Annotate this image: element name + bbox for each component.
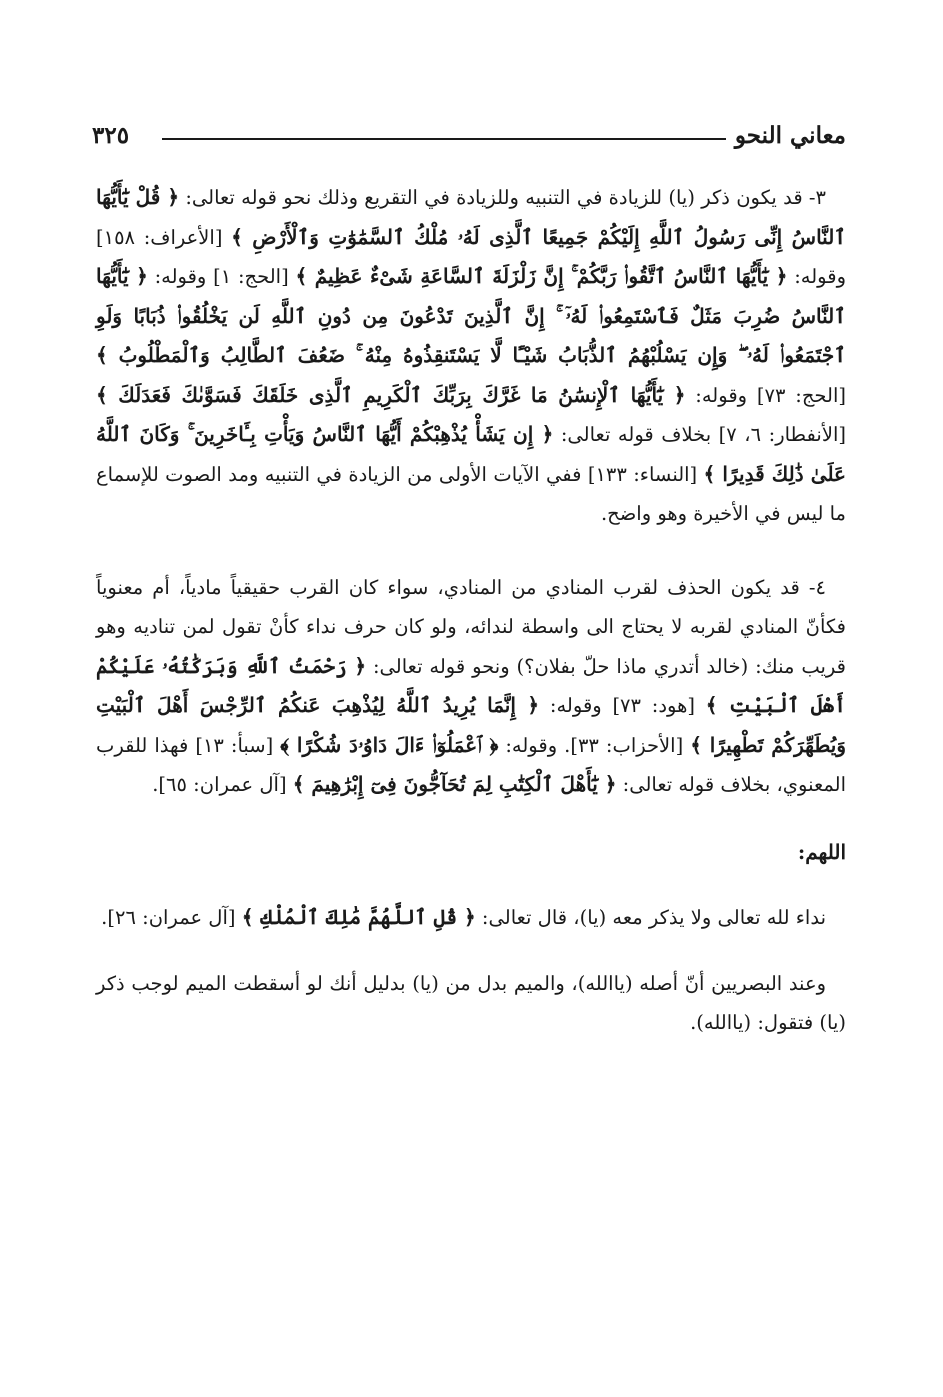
- quran-verse: ﴿ يَٰٓأَيُّهَا ٱلْإِنسَٰنُ مَا غَرَّكَ بِرَبِّكَ ٱلْكَرِيمِ ٱلَّذِى خَلَقَكَ فَسَوَّىٰكَ فَعَدَلَكَ ﴾: [96, 382, 686, 407]
- verse-reference: [الحج: ١] وقوله:: [147, 265, 296, 288]
- quran-verse: ﴿ ٱعْمَلُوٓا۟ ءَالَ دَاوُۥدَ شُكْرًا ﴾: [280, 732, 499, 757]
- verse-reference: [الأنفطار: ٦، ٧] بخلاف قوله تعالى:: [553, 423, 846, 446]
- quran-verse: ﴿ قُلْ يَٰٓأَيُّهَا ٱلنَّاسُ إِنِّى رَسُولُ ٱللَّهِ إِلَيْكُمْ جَمِيعًا ٱلَّذِى لَهُۥ مُلْكُ ٱلسَّمَٰوَٰتِ وَٱلْأَرْضِ ﴾: [96, 185, 847, 249]
- paragraph-text: ٣- قد يكون ذكر (يا) للزيادة في التنبيه وللزيادة في التقريع وذلك نحو قوله تعالى:: [179, 186, 827, 209]
- quran-verse: ﴿ يَٰٓأَيُّهَا ٱلنَّاسُ ضُرِبَ مَثَلٌ فَٱسْتَمِعُوا۟ لَهُۥٓ ۚ إِنَّ ٱلَّذِينَ تَدْعُونَ مِن دُونِ ٱللَّهِ لَن يَخْلُقُوا۟ ذُبَابًا وَلَوِ ٱجْتَمَعُوا۟ لَهُۥ ۖ وَإِن يَسْلُبْهُمُ ٱلذُّبَابُ شَيْـًٔا لَّا يَسْتَنقِذُوهُ مِنْهُ ۚ ضَعُفَ ٱلطَّالِبُ وَٱلْمَطْلُوبُ ﴾: [96, 264, 846, 367]
- quran-verse: ﴿ يَٰٓأَيُّهَا ٱلنَّاسُ ٱتَّقُوا۟ رَبَّكُمْ ۚ إِنَّ زَلْزَلَةَ ٱلسَّاعَةِ شَىْءٌ عَظِيمٌ ﴾: [295, 264, 788, 288]
- paragraph-nida: [96, 898, 846, 938]
- paragraph-basri: وعند البصريين أنّ أصله (ياالله)، والميم بدل من (يا) بدليل أنك لو أسقطت الميم لوجب ذكر (يا) فتقول: (ياالله).: [96, 971, 846, 1034]
- quran-verse: ﴿ إِن يَشَأْ يُذْهِبْكُمْ أَيُّهَا ٱلنَّاسُ وَيَأْتِ بِـَٔاخَرِينَ ۚ وَكَانَ ٱللَّهُ عَلَىٰ ذَٰلِكَ قَدِيرًا ﴾: [96, 422, 846, 486]
- verse-reference: [النساء: ١٣٣] ففي الآيات الأولى من الزيادة في التنبيه ومد الصوت للإسماع ما ليس في الأخيرة وهو واضح.: [96, 462, 846, 525]
- quran-verse: ﴿ رَحْمَتُ ٱللَّهِ وَبَرَكَٰتُهُۥ عَلَيْكُمْ أَهْلَ ٱلْبَيْتِ ﴾: [96, 653, 846, 717]
- verse-reference: [هود: ٧٣] وقوله:: [539, 694, 706, 717]
- quran-verse: ﴿ يَٰٓأَهْلَ ٱلْكِتَٰبِ لِمَ تُحَآجُّونَ فِىٓ إِبْرَٰهِيمَ ﴾: [292, 772, 617, 796]
- quran-verse: ﴿ إِنَّمَا يُرِيدُ ٱللَّهُ لِيُذْهِبَ عَنكُمُ ٱلرِّجْسَ أَهْلَ ٱلْبَيْتِ وَيُطَهِّرَكُمْ تَطْهِيرًا ﴾: [96, 693, 846, 757]
- paragraph-text: ٤- قد يكون الحذف لقرب المنادي من المنادي، سواء كان القرب حقيقياً مادياً، أم معنوياً فكأنّ المنادي لقربه لا يحتاج الى واسطة لندائه، ولو كان حرف نداء كأنْ تقول لمن تناديه وهو قريب منك: (خالد أتدري ماذا حلّ بفلان؟) ونحو قوله تعالى:: [96, 575, 846, 678]
- verse-reference: [آل عمران: ٢٦].: [101, 906, 242, 929]
- verse-reference: [سبأ: ١٣] فهذا للقرب المعنوي، بخلاف قوله تعالى:: [96, 733, 846, 796]
- page-number: ٣٢٥: [92, 122, 130, 149]
- quran-verse: ﴿ قُلِ ٱللَّهُمَّ مَٰلِكَ ٱلْمُلْكِ ﴾: [241, 905, 476, 929]
- header-rule: [162, 138, 726, 140]
- verse-reference: [الأعراف: ١٥٨] وقوله:: [96, 225, 846, 288]
- verse-reference: [الحج: ٧٣] وقوله:: [685, 383, 846, 407]
- paragraph-3: [96, 178, 846, 534]
- section-heading: اللهم:: [797, 839, 846, 864]
- verse-reference: [الأحزاب: ٣٣]. وقوله:: [498, 733, 691, 757]
- paragraph-4: [96, 568, 846, 805]
- book-title: معاني النحو: [734, 122, 846, 149]
- page-body: [96, 178, 846, 1043]
- paragraph-text: نداء لله تعالى ولا يذكر معه (يا)، قال تعالى:: [475, 906, 826, 929]
- page-header: [92, 118, 846, 158]
- verse-reference: [آل عمران: ٦٥].: [152, 773, 293, 796]
